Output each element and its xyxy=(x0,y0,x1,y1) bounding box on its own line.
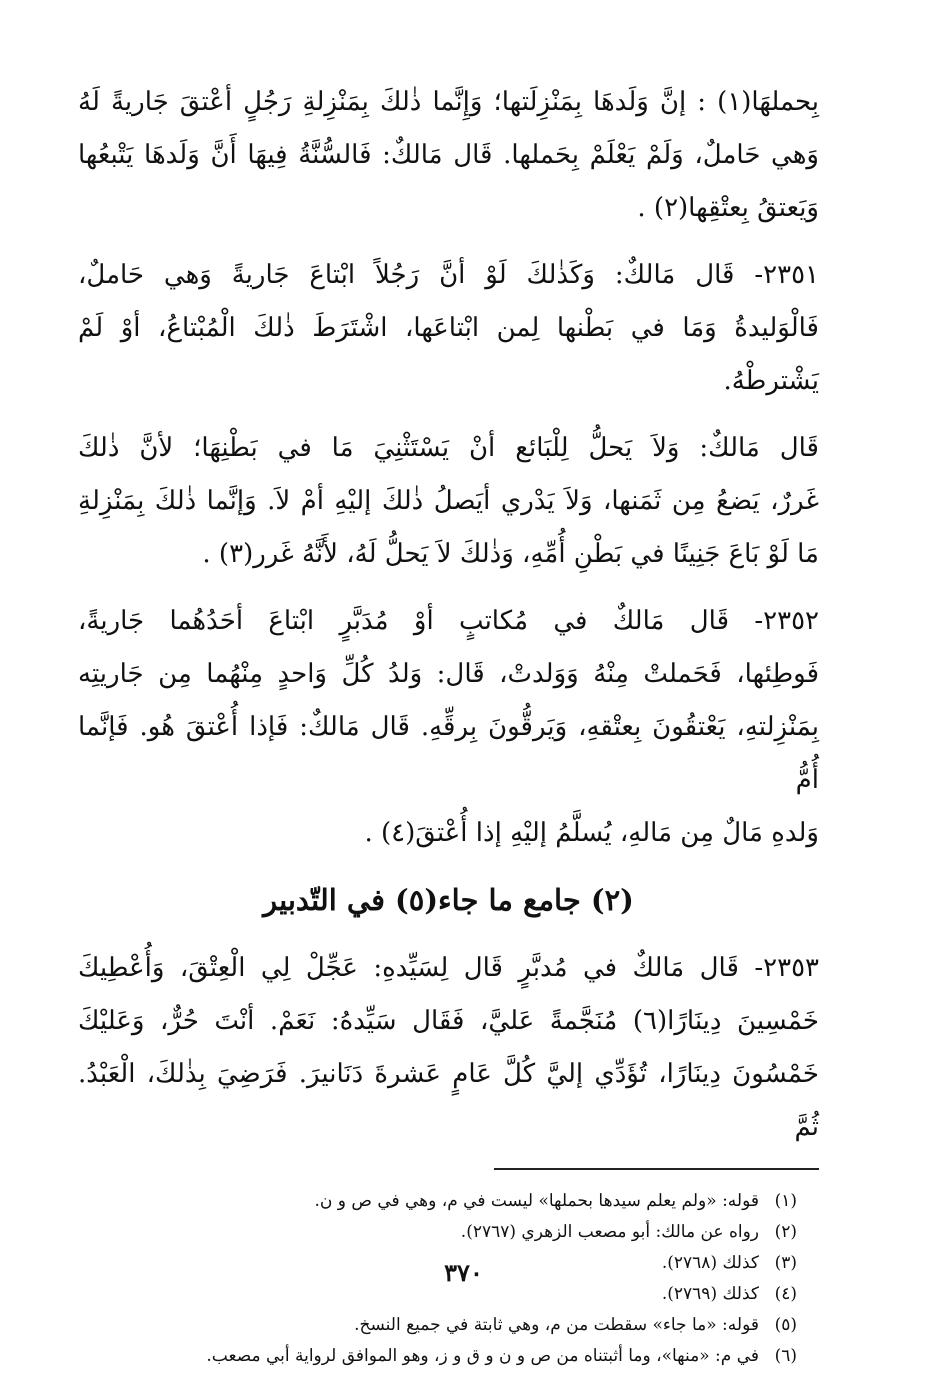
text-line: ٢٣٥٢- قَال مَالكٌ في مُكاتبٍ أوْ مُدَبَّرٍ ابْتاعَ أحَدُهُما جَاريةً، xyxy=(78,606,819,636)
footnote-number: (٤) xyxy=(774,1284,797,1304)
paragraph-2351 xyxy=(78,249,819,408)
footnote xyxy=(78,1217,797,1248)
main-text xyxy=(78,76,819,1154)
footnote-divider xyxy=(494,1168,819,1170)
footnote-text: في م: «منها»، وما أثبتناه من ص و ن و ق و ز، وهو الموافق لرواية أبي مصعب. xyxy=(206,1346,759,1366)
footnote-number: (١) xyxy=(774,1191,797,1211)
text-line: فَالْوَليدةُ وَمَا في بَطْنها لِمن ابْتاعَها، اشْتَرَطَ ذٰلكَ الْمُبْتاعُ، أوْ لَمْ يَشْترطْهُ. xyxy=(78,313,819,396)
footnote-text: كذلك (٢٧٦٩). xyxy=(661,1284,759,1304)
section-heading: (٢) جامع ما جاء(٥) في التّدبير xyxy=(263,883,634,917)
text-line: مَا لَوْ بَاعَ جَنِينًا في بَطْنِ أُمِّهِ، وَذٰلكَ لاَ يَحلُّ لَهُ، لأَنَّهُ غَرر(٣) . xyxy=(202,539,819,569)
text-line: وَلدهِ مَالٌ مِن مَالهِ، يُسلَّمُ إليْهِ إذا أُعْتقَ(٤) . xyxy=(364,818,819,848)
text-line: خَمْسُونَ دِينَارًا، تُؤَدِّي إليَّ كُلَّ عَامٍ عَشرةَ دَنَانيرَ. فَرَضِيَ بِذٰلكَ، الْعَبْدُ. ثُمَّ xyxy=(78,1059,819,1142)
footnote xyxy=(78,1186,797,1217)
paragraph-2353 xyxy=(78,942,819,1154)
text-line: وَهي حَاملٌ، وَلَمْ يَعْلَمْ بِحَملها. قَال مَالكٌ: فَالسُّنَّةُ فِيهَا أَنَّ وَلَدهَا يَتْبعُها xyxy=(78,140,819,170)
text-line: بِحملهَا(١) : إنَّ وَلَدهَا بِمَنْزِلَتها؛ وَإِنَّما ذٰلكَ بِمَنْزِلةِ رَجُلٍ أعْتقَ جَاريةً لَهُ xyxy=(78,87,819,117)
paragraph-2352 xyxy=(78,595,819,860)
footnote-number: (٦) xyxy=(774,1346,797,1366)
paragraph-malik-saying xyxy=(78,422,819,581)
footnote-text: كذلك (٢٧٦٨). xyxy=(661,1253,759,1273)
footnote-text: قوله: «ما جاء» سقطت من م، وهي ثابتة في جميع النسخ. xyxy=(354,1315,759,1335)
page-number: ٣٧٠ xyxy=(444,1258,483,1287)
text-line: بِمَنْزِلتهِ، يَعْتقُونَ بِعتْقهِ، وَيَرقُّونَ بِرقِّهِ. قَال مَالكٌ: فَإذا أُعْتقَ هُو. فَإنَّما أُمُّ xyxy=(78,712,819,795)
footnote xyxy=(78,1310,797,1341)
footnote-number: (٣) xyxy=(774,1253,797,1273)
footnote-number: (٥) xyxy=(774,1315,797,1335)
text-line: فَوطِئها، فَحَملتْ مِنْهُ وَوَلدتْ، قَال: وَلدُ كُلِّ وَاحدٍ مِنْهُما مِن جَاريتِه xyxy=(78,659,819,689)
text-line: ٢٣٥٣- قَال مَالكٌ في مُدبَّرٍ قَال لِسَيِّدهِ: عَجِّلْ لِي الْعِتْقَ، وَأُعْطِيكَ xyxy=(78,953,819,983)
footnote-text: قوله: «ولم يعلم سيدها بحملها» ليست في م، وهي في ص و ن. xyxy=(314,1191,759,1211)
text-line: ٢٣٥١- قَال مَالكٌ: وَكَذٰلكَ لَوْ أنَّ رَجُلاً ابْتاعَ جَاريةً وَهي حَاملٌ، xyxy=(78,260,819,290)
text-line: قَال مَالكٌ: وَلاَ يَحلُّ لِلْبَائع أنْ يَسْتَثْنِيَ مَا في بَطْنِهَا؛ لأنَّ ذٰلكَ xyxy=(78,433,819,463)
footnote-number: (٢) xyxy=(774,1222,797,1242)
paragraph-continuation xyxy=(78,76,819,235)
text-line: خَمْسِينَ دِينَارًا(٦) مُنَجَّمةً عَليَّ، فَقَال سَيِّدهُ: نَعَمْ. أنْتَ حُرٌّ، وَعَليْكَ xyxy=(78,1006,819,1036)
footnote-text: رواه عن مالك: أبو مصعب الزهري (٢٧٦٧). xyxy=(460,1222,759,1242)
text-line: وَيَعتقُ بِعتْقِها(٢) . xyxy=(637,193,819,223)
footnote xyxy=(78,1341,797,1372)
text-line: غَررٌ، يَضعُ مِن ثَمَنها، وَلاَ يَدْري أيَصلُ ذٰلكَ إليْهِ أمْ لاَ. وَإنَّما ذٰلكَ بِمَنْزِلةِ xyxy=(78,486,819,516)
